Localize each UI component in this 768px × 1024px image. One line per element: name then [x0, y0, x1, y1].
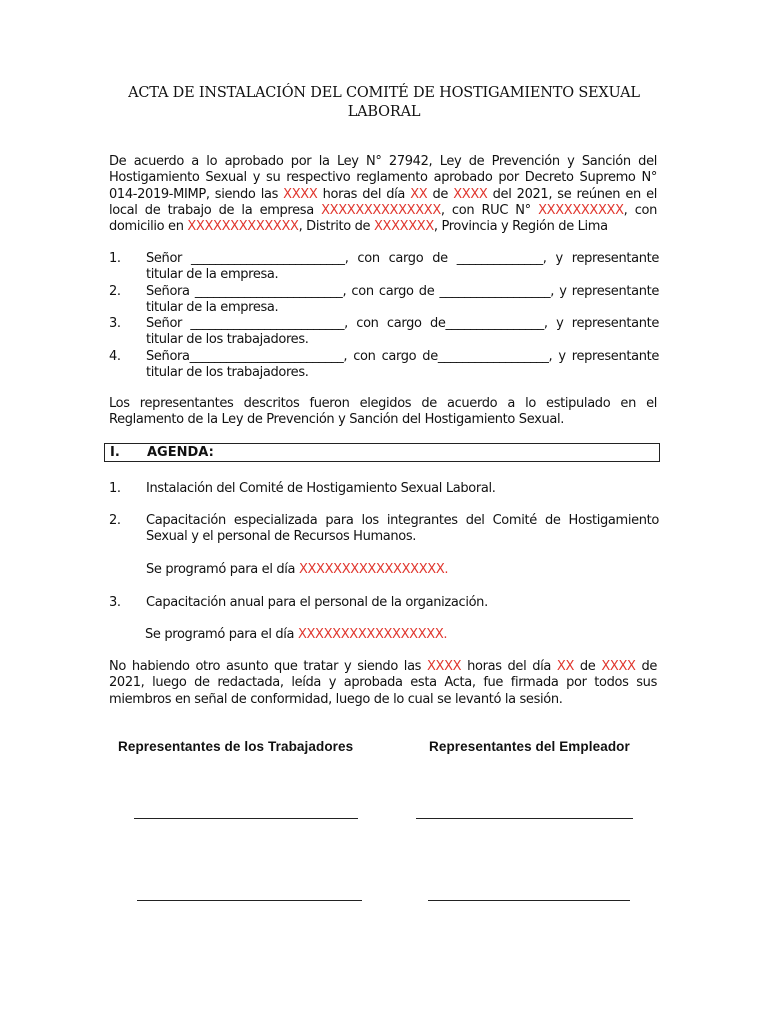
document-title: ACTA DE INSTALACIÓN DEL COMITÉ DE HOSTIGAMIENTO SEXUAL LABORAL — [128, 85, 640, 120]
list-item-text: Capacitación especializada para los integrantes del Comité de Hostigamiento Sexual y el personal de Recursos Humanos. — [146, 513, 659, 545]
signature-line — [428, 900, 630, 901]
intro-text: , con RUC N° — [440, 202, 539, 218]
list-number: 1. — [109, 251, 121, 266]
agenda-item — [109, 595, 659, 611]
closing-text: horas del día — [461, 659, 557, 674]
list-number: 2. — [109, 283, 121, 299]
list-item-text: Señora_________________________, con cargo de__________________, y representante titular de los trabajadores. — [146, 348, 659, 381]
placeholder-hour: XXXX — [427, 659, 462, 674]
schedule-end: . — [443, 627, 448, 642]
schedule-end: . — [444, 562, 449, 577]
list-number: 3. — [109, 595, 121, 610]
placeholder-day: XX — [556, 659, 575, 674]
elected-paragraph: Los representantes descritos fueron elegidos de acuerdo a lo estipulado en el Reglamento de la Ley de Prevención y Sanción del Hostigamiento Sexual. — [109, 396, 657, 428]
list-item-text: Capacitación anual para el personal de la organización. — [146, 595, 488, 610]
list-item-text: Señor _________________________, con cargo de________________, y representante titular de los trabajadores. — [146, 316, 659, 348]
placeholder-hour: XXXX — [283, 186, 318, 202]
schedule-line — [145, 627, 447, 643]
section-heading-agenda — [104, 443, 660, 462]
placeholder-ruc: XXXXXXXXXX — [538, 202, 624, 218]
list-number: 1. — [109, 481, 121, 496]
placeholder-month: XXXX — [601, 659, 636, 674]
list-item-text: Señor _________________________, con cargo de ______________, y representante titular de la empresa. — [146, 251, 659, 283]
list-number: 4. — [109, 348, 121, 364]
schedule-line — [146, 562, 448, 578]
placeholder-date: XXXXXXXXXXXXXXXXX — [298, 562, 445, 577]
intro-paragraph — [109, 154, 657, 235]
list-number: 2. — [109, 513, 121, 528]
closing-text: de — [574, 659, 602, 674]
closing-paragraph — [109, 659, 657, 708]
schedule-label: Se programó para el día — [145, 627, 298, 642]
signature-line — [134, 818, 358, 819]
workers-signature-heading: Representantes de los Trabajadores — [118, 739, 354, 754]
list-number: 3. — [109, 316, 121, 332]
signature-line — [416, 818, 633, 819]
section-number: I. — [110, 445, 120, 460]
placeholder-company: XXXXXXXXXXXXXX — [321, 202, 441, 218]
intro-text: , Distrito de — [298, 219, 374, 235]
intro-text: , Provincia y Región de Lima — [433, 219, 608, 235]
intro-text: De acuerdo a lo aprobado por la Ley N° 27942, Ley de Prevención y Sanción del Hostigamiento Sexual y su respectivo reglamento aprobado por Decreto Supremo N° 014-2019-MIMP, siendo las — [109, 154, 657, 202]
closing-text: de 2021, luego de redactada, leída y aprobada esta Acta, fue firmada por todos sus miembros en señal de conformidad, luego de lo cual se levantó la sesión. — [109, 659, 658, 707]
agenda-item — [109, 481, 659, 497]
intro-text: de — [427, 186, 454, 202]
signature-line — [137, 900, 362, 901]
list-item — [109, 284, 659, 317]
intro-text: horas del día — [317, 186, 411, 202]
list-item — [109, 251, 659, 284]
placeholder-district: XXXXXXX — [374, 219, 434, 235]
list-item — [109, 349, 659, 382]
schedule-label: Se programó para el día — [146, 562, 299, 577]
employer-signature-heading: Representantes del Empleador — [429, 739, 630, 754]
list-item-text: Instalación del Comité de Hostigamiento Sexual Laboral. — [146, 481, 496, 496]
placeholder-address: XXXXXXXXXXXXX — [187, 219, 299, 235]
placeholder-date: XXXXXXXXXXXXXXXXX — [297, 627, 444, 642]
intro-text: del 2021, se reúnen en el local de trabajo de la empresa — [109, 186, 657, 218]
placeholder-day: XX — [410, 186, 428, 202]
list-item — [109, 316, 659, 349]
closing-text: No habiendo otro asunto que tratar y siendo las — [109, 659, 427, 674]
members-list — [109, 251, 659, 381]
section-label: AGENDA: — [147, 445, 214, 460]
intro-text: , con domicilio en — [109, 202, 657, 235]
placeholder-month: XXXX — [453, 186, 488, 202]
agenda-item — [109, 513, 659, 546]
list-item-text: Señora ________________________, con cargo de __________________, y representante titular de la empresa. — [146, 283, 659, 315]
